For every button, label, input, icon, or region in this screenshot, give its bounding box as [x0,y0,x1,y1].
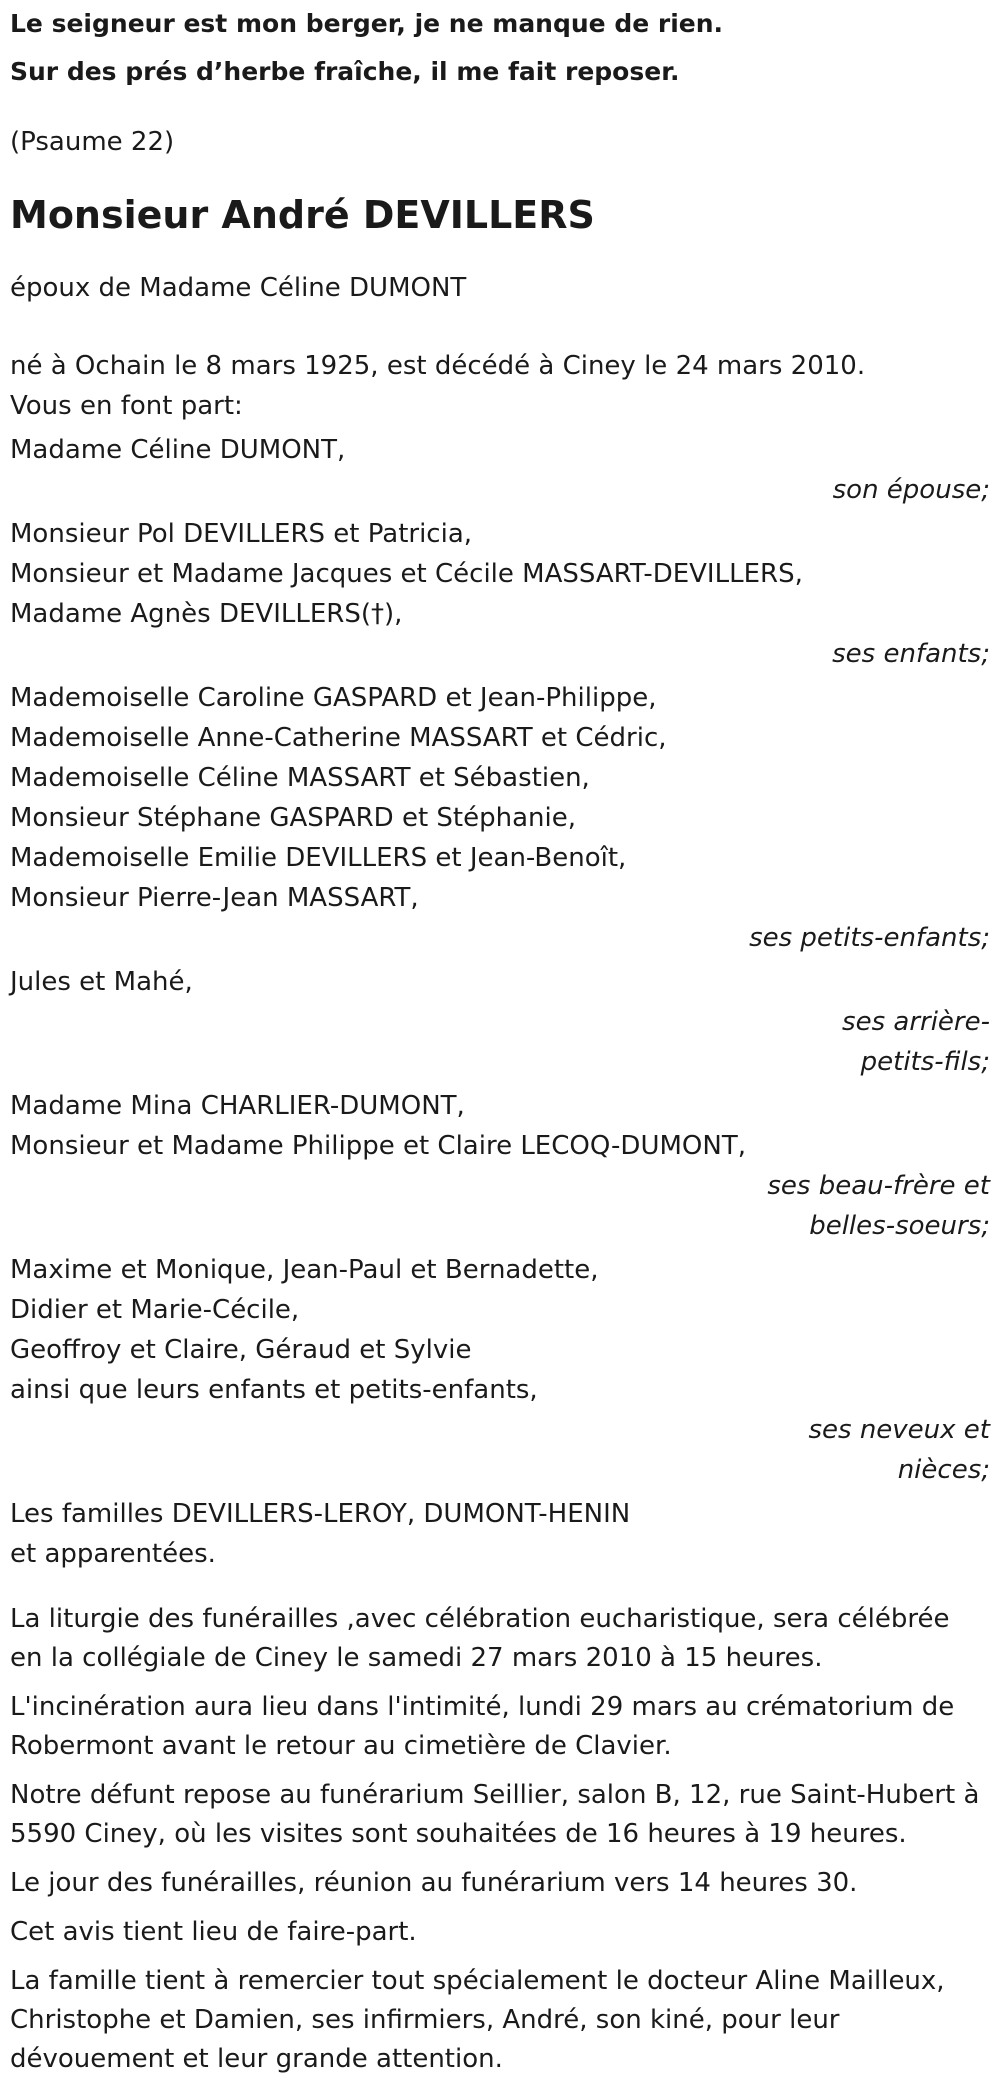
family-name-line: Mademoiselle Emilie DEVILLERS et Jean-Benoît, [10,843,627,873]
family-name-line: ainsi que leurs enfants et petits-enfants, [10,1375,538,1405]
verse-line: Sur des prés d’herbe fraîche, il me fait reposer. [10,57,680,86]
family-name-line: Maxime et Monique, Jean-Paul et Bernadette, [10,1255,599,1285]
family-name-line: Monsieur Pierre-Jean MASSART, [10,883,419,913]
paragraph-funerarium: Notre défunt repose au funérarium Seillier, salon B, 12, rue Saint-Hubert à 5590 Ciney, où les visites sont souhaitées de 16 heures à 19 heures. [10,1780,980,1849]
paragraph-liturgy: La liturgie des funérailles ,avec célébration eucharistique, sera célébrée en la collégiale de Ciney le samedi 27 mars 2010 à 15 heures. [10,1604,950,1673]
family-name-line: Monsieur et Madame Jacques et Cécile MASSART-DEVILLERS, [10,559,803,589]
family-role: ses neveux et [808,1415,990,1445]
family-role: belles-soeurs; [809,1211,990,1241]
psalm-reference: (Psaume 22) [10,127,175,157]
spouse-line: époux de Madame Céline DUMONT [10,273,467,303]
family-name-line: Geoffroy et Claire, Géraud et Sylvie [10,1335,472,1365]
intro-line: Vous en font part: [10,391,243,421]
families-line: Les familles DEVILLERS-LEROY, DUMONT-HENIN [10,1499,631,1529]
family-name-line: Didier et Marie-Cécile, [10,1295,300,1325]
family-name-line: Madame Mina CHARLIER-DUMONT, [10,1091,465,1121]
family-group-spouse [10,430,990,510]
family-group-children [10,514,990,674]
family-role: ses petits-enfants; [749,923,990,953]
family-role: ses enfants; [832,639,990,669]
family-name-line: Madame Agnès DEVILLERS(†), [10,599,403,629]
paragraph-incineration: L'incinération aura lieu dans l'intimité, lundi 29 mars au crématorium de Robermont avant le retour au cimetière de Clavier. [10,1692,955,1761]
family-group-nephews-nieces [10,1250,990,1490]
families-block [10,1494,990,1574]
family-name-line: Madame Céline DUMONT, [10,435,346,465]
family-group-grandchildren [10,678,990,958]
family-name-line: Jules et Mahé, [10,967,193,997]
families-line: et apparentées. [10,1539,216,1569]
verse-line: Le seigneur est mon berger, je ne manque de rien. [10,9,724,38]
paragraph-thanks: La famille tient à remercier tout spécialement le docteur Aline Mailleux, Christophe et Damien, ses infirmiers, André, son kiné, pour leur dévouement et leur grande attention. [10,1966,945,2074]
family-group-in-laws [10,1086,990,1246]
funeral-info [10,1600,990,2079]
birth-death-line: né à Ochain le 8 mars 1925, est décédé à Ciney le 24 mars 2010. [10,351,866,381]
paragraph-meeting: Le jour des funérailles, réunion au funérarium vers 14 heures 30. [10,1868,858,1898]
family-name-line: Mademoiselle Anne-Catherine MASSART et Cédric, [10,723,667,753]
family-name-line: Monsieur Pol DEVILLERS et Patricia, [10,519,473,549]
family-name-line: Mademoiselle Céline MASSART et Sébastien, [10,763,590,793]
deceased-name: Monsieur André DEVILLERS [10,193,595,237]
family-name-line: Monsieur et Madame Philippe et Claire LECOQ-DUMONT, [10,1131,746,1161]
family-name-line: Monsieur Stéphane GASPARD et Stéphanie, [10,803,576,833]
family-group-great-grandchildren [10,962,990,1082]
family-name-line: Mademoiselle Caroline GASPARD et Jean-Philippe, [10,683,657,713]
family-role: nièces; [897,1455,990,1485]
verse-block [10,0,990,96]
family-role: son épouse; [832,475,990,505]
family-role: petits-fils; [860,1047,990,1077]
family-role: ses arrière- [842,1007,990,1037]
family-role: ses beau-frère et [767,1171,990,1201]
paragraph-notice: Cet avis tient lieu de faire-part. [10,1917,417,1947]
